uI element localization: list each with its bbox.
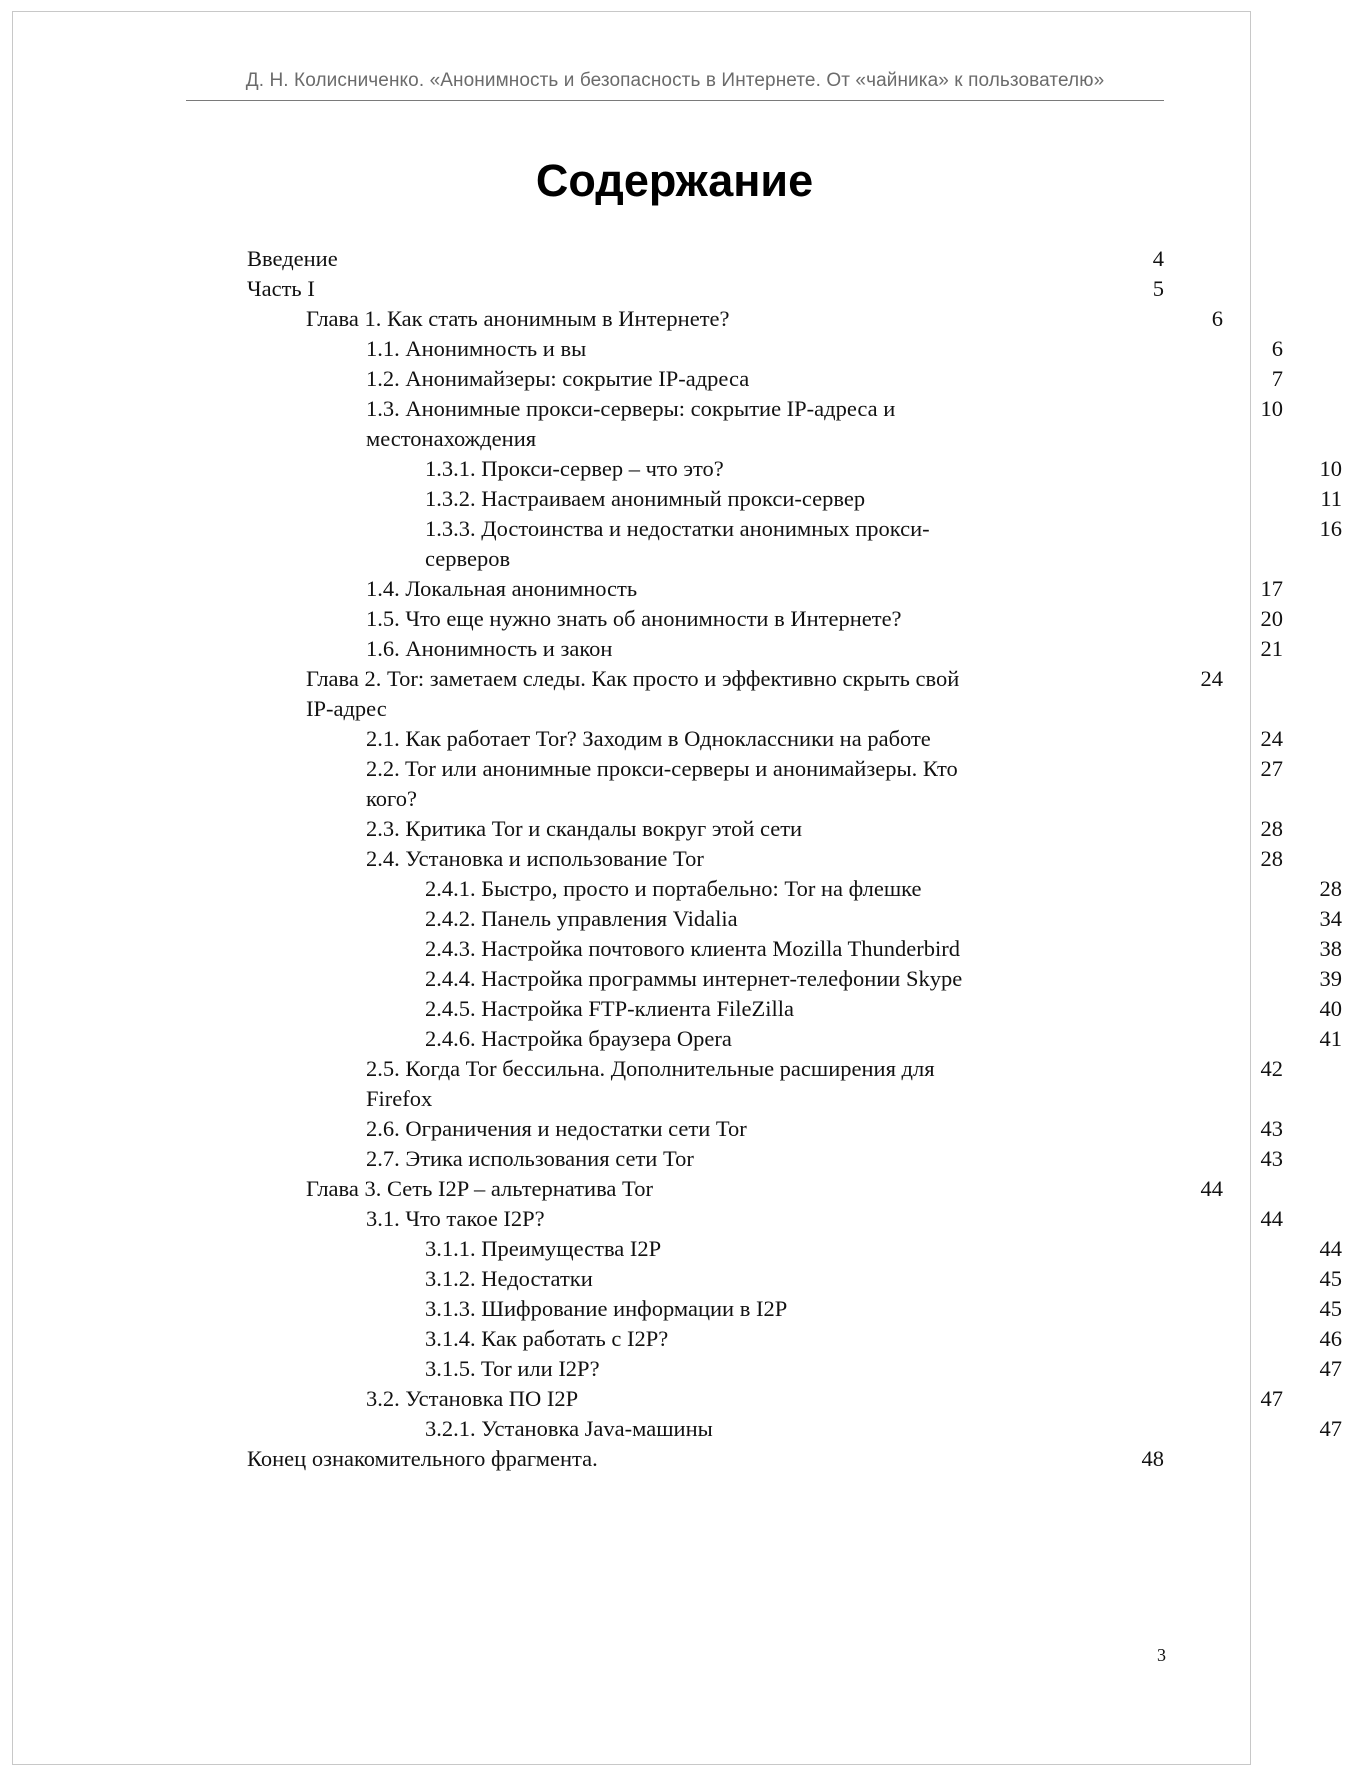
toc-entry[interactable] <box>247 814 1283 844</box>
toc-entry[interactable] <box>247 334 1283 364</box>
toc-entry-page: 40 <box>1319 996 1342 1021</box>
toc-entry-page: 45 <box>1319 1296 1342 1321</box>
toc-entry-page: 10 <box>1260 396 1283 421</box>
toc-entry-title[interactable]: 2.5. Когда Tor бессильна. Дополнительные расширения для Firefox <box>366 1056 935 1111</box>
toc-entry-title[interactable]: 3.1.3. Шифрование информации в I2P <box>425 1296 788 1321</box>
toc-entry[interactable] <box>247 1414 1342 1444</box>
toc-entry-title[interactable]: Введение <box>247 246 338 271</box>
toc-entry[interactable] <box>247 1174 1223 1204</box>
toc-entry-page: 16 <box>1319 516 1342 541</box>
toc-entry[interactable] <box>247 904 1342 934</box>
toc-entry-page: 5 <box>1152 276 1164 301</box>
toc-entry-title[interactable]: 2.4. Установка и использование Tor <box>366 846 704 871</box>
toc-entry[interactable] <box>247 1234 1342 1264</box>
toc-entry-title[interactable]: 3.1.1. Преимущества I2P <box>425 1236 662 1261</box>
toc-entry[interactable] <box>247 1054 1283 1114</box>
toc-entry[interactable] <box>247 1144 1283 1174</box>
toc-entry[interactable] <box>247 1024 1342 1054</box>
toc-entry-page: 43 <box>1260 1146 1283 1171</box>
toc-entry[interactable] <box>247 394 1283 454</box>
toc-entry-title[interactable]: Глава 2. Tor: заметаем следы. Как просто и эффективно скрыть свой IP-адрес <box>306 666 960 721</box>
toc-entry[interactable] <box>247 1204 1283 1234</box>
toc-entry[interactable] <box>247 1324 1342 1354</box>
toc-entry[interactable] <box>247 364 1283 394</box>
toc-entry[interactable] <box>247 484 1342 514</box>
toc-entry-page: 24 <box>1260 726 1283 751</box>
toc-entry[interactable] <box>247 514 1342 574</box>
toc-entry[interactable] <box>247 304 1223 334</box>
toc-entry-page: 28 <box>1319 876 1342 901</box>
toc-entry-page: 28 <box>1260 816 1283 841</box>
toc-entry[interactable] <box>247 964 1342 994</box>
toc-entry[interactable] <box>247 1354 1342 1384</box>
page-title: Содержание <box>535 155 814 206</box>
toc-entry-page: 6 <box>1211 306 1223 331</box>
toc-entry[interactable] <box>247 934 1342 964</box>
toc-entry-title[interactable]: 2.4.1. Быстро, просто и портабельно: Tor на флешке <box>425 876 922 901</box>
page-number: 3 <box>1157 1645 1166 1665</box>
toc-entry[interactable] <box>247 1294 1342 1324</box>
toc-entry-page: 47 <box>1260 1386 1283 1411</box>
toc-entry-title[interactable]: 1.3.3. Достоинства и недостатки анонимных прокси-серверов <box>425 516 930 571</box>
toc-entry[interactable] <box>247 604 1283 634</box>
toc-entry-title[interactable]: Часть I <box>247 276 315 301</box>
toc-entry-page: 43 <box>1260 1116 1283 1141</box>
toc-entry-page: 28 <box>1260 846 1283 871</box>
toc-entry-page: 21 <box>1260 636 1283 661</box>
toc-entry-title[interactable]: 1.3.2. Настраиваем анонимный прокси-сервер <box>425 486 866 511</box>
toc-entry-title[interactable]: 2.4.4. Настройка программы интернет-телефонии Skype <box>425 966 963 991</box>
toc-entry-title[interactable]: 3.2. Установка ПО I2P <box>366 1386 579 1411</box>
toc-entry-page: 24 <box>1200 666 1223 691</box>
toc-entry[interactable] <box>247 1114 1283 1144</box>
toc-entry-page: 38 <box>1319 936 1342 961</box>
toc-entry-title[interactable]: Глава 1. Как стать анонимным в Интернете? <box>306 306 730 331</box>
toc-entry-page: 34 <box>1319 906 1342 931</box>
toc-entry-page: 44 <box>1200 1176 1223 1201</box>
toc-entry[interactable] <box>247 754 1283 814</box>
toc-entry[interactable] <box>247 274 1164 304</box>
toc-entry-page: 27 <box>1260 756 1283 781</box>
toc-entry[interactable] <box>247 994 1342 1024</box>
table-of-contents <box>247 244 1342 1474</box>
toc-entry-title[interactable]: 2.3. Критика Tor и скандалы вокруг этой сети <box>366 816 803 841</box>
toc-entry-title[interactable]: 3.1.2. Недостатки <box>425 1266 593 1291</box>
toc-entry-title[interactable]: 1.2. Анонимайзеры: сокрытие IP-адреса <box>366 366 750 391</box>
toc-entry[interactable] <box>247 1384 1283 1414</box>
toc-entry[interactable] <box>247 454 1342 484</box>
running-header: Д. Н. Колисниченко. «Анонимность и безопасность в Интернете. От «чайника» к пользователю» <box>186 66 1164 101</box>
toc-entry-title[interactable]: 1.1. Анонимность и вы <box>366 336 587 361</box>
toc-entry-page: 44 <box>1319 1236 1342 1261</box>
toc-entry-title[interactable]: 2.4.5. Настройка FTP-клиента FileZilla <box>425 996 795 1021</box>
toc-entry-page: 47 <box>1319 1356 1342 1381</box>
toc-entry-title[interactable]: 3.1.5. Tor или I2P? <box>425 1356 600 1381</box>
toc-entry-title[interactable]: 2.6. Ограничения и недостатки сети Tor <box>366 1116 747 1141</box>
toc-entry-title[interactable]: 1.3. Анонимные прокси-серверы: сокрытие IP-адреса и местонахождения <box>366 396 896 451</box>
toc-entry-title[interactable]: 1.5. Что еще нужно знать об анонимности в Интернете? <box>366 606 902 631</box>
toc-entry-title[interactable]: 2.4.3. Настройка почтового клиента Mozilla Thunderbird <box>425 936 961 961</box>
toc-entry[interactable] <box>247 844 1283 874</box>
toc-entry-page: 48 <box>1141 1446 1164 1471</box>
toc-entry-page: 4 <box>1152 246 1164 271</box>
toc-entry-title[interactable]: 1.6. Анонимность и закон <box>366 636 613 661</box>
toc-entry-title[interactable]: 3.1. Что такое I2P? <box>366 1206 545 1231</box>
toc-entry-page: 7 <box>1271 366 1283 391</box>
toc-entry-page: 20 <box>1260 606 1283 631</box>
toc-entry-page: 46 <box>1319 1326 1342 1351</box>
toc-entry-title[interactable]: 1.3.1. Прокси-сервер – что это? <box>425 456 724 481</box>
toc-entry-page: 41 <box>1319 1026 1342 1051</box>
toc-entry-page: 44 <box>1260 1206 1283 1231</box>
toc-entry-title[interactable]: Глава 3. Сеть I2P – альтернатива Tor <box>306 1176 653 1201</box>
toc-entry[interactable] <box>247 1264 1342 1294</box>
toc-entry[interactable] <box>247 574 1283 604</box>
toc-entry-page: 39 <box>1319 966 1342 991</box>
toc-entry-title[interactable]: 2.2. Tor или анонимные прокси-серверы и анонимайзеры. Кто кого? <box>366 756 958 811</box>
toc-entry-title[interactable]: 3.1.4. Как работать с I2P? <box>425 1326 669 1351</box>
toc-entry[interactable] <box>247 724 1283 754</box>
toc-entry-title[interactable]: 2.1. Как работает Tor? Заходим в Одноклассники на работе <box>366 726 931 751</box>
toc-entry-page: 11 <box>1320 486 1342 511</box>
toc-entry-title[interactable]: Конец ознакомительного фрагмента. <box>247 1446 598 1471</box>
toc-entry[interactable] <box>247 664 1223 724</box>
toc-entry-page: 47 <box>1319 1416 1342 1441</box>
toc-entry[interactable] <box>247 874 1342 904</box>
toc-entry-title[interactable]: 2.7. Этика использования сети Tor <box>366 1146 694 1171</box>
toc-entry[interactable] <box>247 1444 1164 1474</box>
toc-entry-page: 42 <box>1260 1056 1283 1081</box>
toc-entry[interactable] <box>247 244 1164 274</box>
toc-entry-title[interactable]: 2.4.2. Панель управления Vidalia <box>425 906 738 931</box>
toc-entry-title[interactable]: 3.2.1. Установка Java-машины <box>425 1416 713 1441</box>
toc-entry-page: 45 <box>1319 1266 1342 1291</box>
toc-entry-page: 17 <box>1260 576 1283 601</box>
toc-entry-page: 10 <box>1319 456 1342 481</box>
toc-entry[interactable] <box>247 634 1283 664</box>
toc-entry-page: 6 <box>1271 336 1283 361</box>
toc-entry-title[interactable]: 1.4. Локальная анонимность <box>366 576 638 601</box>
toc-entry-title[interactable]: 2.4.6. Настройка браузера Opera <box>425 1026 732 1051</box>
